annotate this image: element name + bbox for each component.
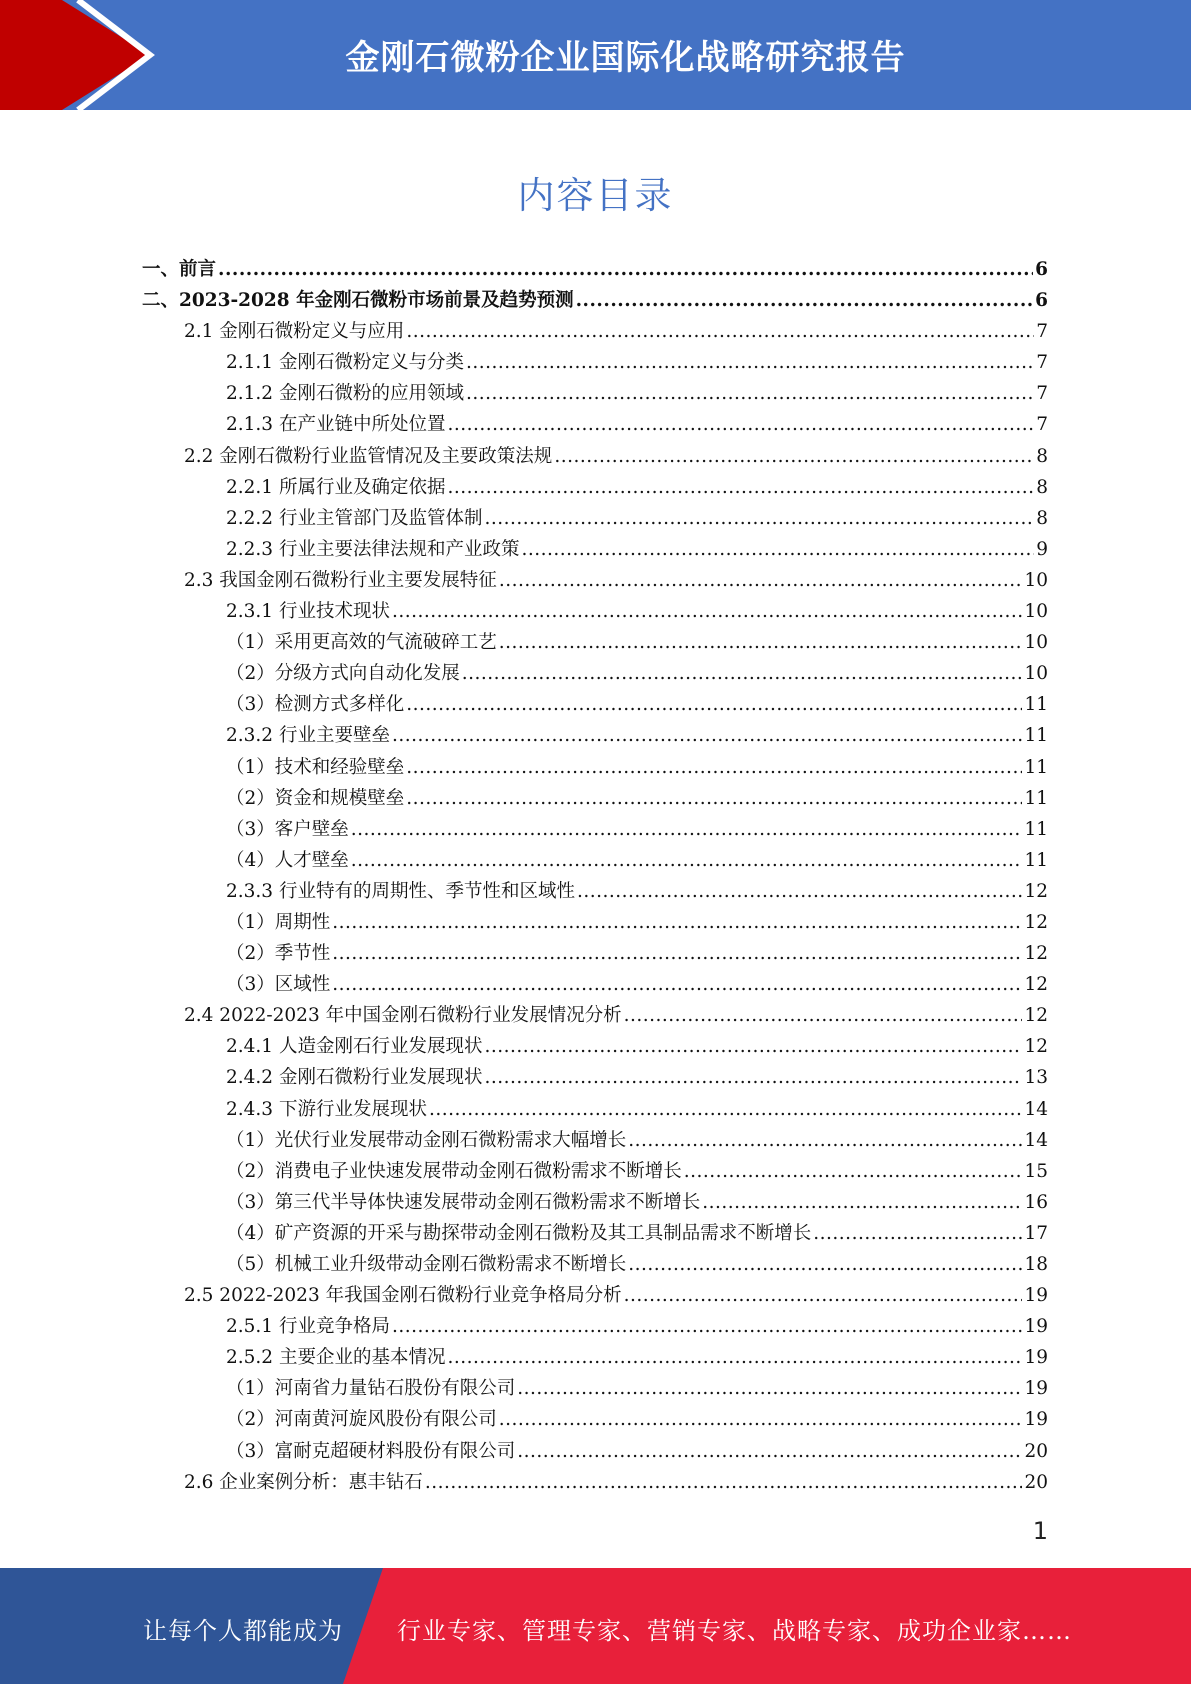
toc-entry-title: 2.3 我国金刚石微粉行业主要发展特征 bbox=[184, 569, 497, 591]
toc-entry-title: （4）矿产资源的开采与勘探带动金刚石微粉及其工具制品需求不断增长 bbox=[226, 1222, 812, 1244]
toc-entry[interactable] bbox=[142, 1342, 1048, 1373]
toc-entry[interactable] bbox=[142, 1249, 1048, 1280]
toc-entry-page: 10 bbox=[1024, 569, 1048, 591]
toc-entry[interactable] bbox=[142, 1000, 1048, 1031]
toc-dot-leader bbox=[813, 1218, 1022, 1249]
toc-entry-title: 2.1.3 在产业链中所处位置 bbox=[226, 414, 446, 436]
toc-dot-leader bbox=[392, 1311, 1022, 1342]
toc-dot-leader bbox=[406, 752, 1022, 783]
toc-entry-title: 2.1 金刚石微粉定义与应用 bbox=[184, 321, 405, 343]
toc-entry[interactable] bbox=[142, 752, 1048, 783]
toc-dot-leader bbox=[406, 783, 1022, 814]
footer-slogan-right: 行业专家、管理专家、营销专家、战略专家、成功企业家…… bbox=[397, 1617, 1072, 1645]
toc-entry-title: 二、2023-2028 年金刚石微粉市场前景及趋势预测 bbox=[142, 290, 574, 312]
toc-dot-leader bbox=[628, 1249, 1022, 1280]
toc-entry-page: 14 bbox=[1024, 1098, 1048, 1120]
page-footer bbox=[0, 1568, 1191, 1684]
toc-entry[interactable] bbox=[142, 1218, 1048, 1249]
toc-entry-title: （2）河南黄河旋风股份有限公司 bbox=[226, 1409, 497, 1431]
toc-entry-title: 2.2 金刚石微粉行业监管情况及主要政策法规 bbox=[184, 445, 553, 467]
page-number: 1 bbox=[1032, 1517, 1048, 1545]
toc-dot-leader bbox=[425, 1467, 1023, 1498]
toc-entry[interactable] bbox=[142, 969, 1048, 1000]
toc-dot-leader bbox=[577, 876, 1022, 907]
toc-entry[interactable] bbox=[142, 689, 1048, 720]
toc-dot-leader bbox=[332, 938, 1022, 969]
toc-entry-page: 8 bbox=[1036, 507, 1048, 529]
toc-entry-title: （1）周期性 bbox=[226, 911, 331, 933]
toc-entry[interactable] bbox=[142, 596, 1048, 627]
toc-dot-leader bbox=[499, 627, 1023, 658]
toc-dot-leader bbox=[218, 254, 1033, 285]
toc-entry-title: 2.4 2022-2023 年中国金刚石微粉行业发展情况分析 bbox=[184, 1005, 622, 1027]
toc-dot-leader bbox=[447, 472, 1034, 503]
toc-entry-title: （3）检测方式多样化 bbox=[226, 694, 405, 716]
toc-entry-page: 15 bbox=[1024, 1160, 1048, 1182]
toc-dot-leader bbox=[332, 907, 1022, 938]
toc-entry-page: 11 bbox=[1024, 756, 1048, 778]
toc-entry-page: 8 bbox=[1036, 476, 1048, 498]
toc-entry-page: 11 bbox=[1024, 787, 1048, 809]
toc-entry-title: 2.5.1 行业竞争格局 bbox=[226, 1316, 390, 1338]
toc-entry-page: 7 bbox=[1036, 383, 1048, 405]
toc-entry-title: （1）采用更高效的气流破碎工艺 bbox=[226, 632, 497, 654]
toc-entry-page: 8 bbox=[1036, 445, 1048, 467]
toc-dot-leader bbox=[392, 596, 1022, 627]
toc-entry-title: （4）人才壁垒 bbox=[226, 849, 349, 871]
toc-entry-page: 12 bbox=[1024, 1036, 1048, 1058]
toc-entry[interactable] bbox=[142, 1404, 1048, 1435]
toc-entry-page: 7 bbox=[1036, 321, 1048, 343]
toc-entry[interactable] bbox=[142, 441, 1048, 472]
toc-entry[interactable] bbox=[142, 658, 1048, 689]
toc-entry[interactable] bbox=[142, 845, 1048, 876]
toc-entry[interactable] bbox=[142, 316, 1048, 347]
toc-dot-leader bbox=[332, 969, 1022, 1000]
toc-entry-page: 7 bbox=[1036, 414, 1048, 436]
toc-entry[interactable] bbox=[142, 1311, 1048, 1342]
toc-entry-page: 19 bbox=[1024, 1316, 1048, 1338]
toc-entry[interactable] bbox=[142, 378, 1048, 409]
toc-entry-title: 2.2.1 所属行业及确定依据 bbox=[226, 476, 446, 498]
toc-entry-title: 2.1.1 金刚石微粉定义与分类 bbox=[226, 352, 464, 374]
toc-entry-title: 2.2.2 行业主管部门及监管体制 bbox=[226, 507, 483, 529]
toc-dot-leader bbox=[554, 441, 1034, 472]
toc-entry-page: 11 bbox=[1024, 849, 1048, 871]
toc-entry-title: （2）消费电子业快速发展带动金刚石微粉需求不断增长 bbox=[226, 1160, 682, 1182]
toc-entry[interactable] bbox=[142, 1125, 1048, 1156]
toc-entry[interactable] bbox=[142, 627, 1048, 658]
toc-entry-page: 11 bbox=[1024, 818, 1048, 840]
toc-entry-title: （3）富耐克超硬材料股份有限公司 bbox=[226, 1440, 516, 1462]
toc-entry[interactable] bbox=[142, 814, 1048, 845]
toc-dot-leader bbox=[517, 1436, 1022, 1467]
toc-dot-leader bbox=[466, 347, 1034, 378]
toc-dot-leader bbox=[484, 1031, 1022, 1062]
toc-dot-leader bbox=[624, 1000, 1023, 1031]
toc-entry-page: 9 bbox=[1036, 538, 1048, 560]
toc-dot-leader bbox=[484, 503, 1034, 534]
toc-entry-page: 11 bbox=[1024, 694, 1048, 716]
toc-entry[interactable] bbox=[142, 565, 1048, 596]
toc-dot-leader bbox=[628, 1125, 1022, 1156]
toc-entry-page: 10 bbox=[1024, 601, 1048, 623]
toc-entry-page: 16 bbox=[1024, 1191, 1048, 1213]
toc-entry[interactable] bbox=[142, 876, 1048, 907]
toc-entry-title: 2.4.3 下游行业发展现状 bbox=[226, 1098, 427, 1120]
toc-dot-leader bbox=[517, 1373, 1022, 1404]
toc-entry-title: （1）光伏行业发展带动金刚石微粉需求大幅增长 bbox=[226, 1129, 627, 1151]
toc-entry[interactable] bbox=[142, 1467, 1048, 1498]
toc-entry-title: 2.5 2022-2023 年我国金刚石微粉行业竞争格局分析 bbox=[184, 1285, 622, 1307]
toc-entry-title: 2.3.3 行业特有的周期性、季节性和区域性 bbox=[226, 880, 575, 902]
toc-dot-leader bbox=[447, 409, 1034, 440]
toc-entry-page: 19 bbox=[1024, 1285, 1048, 1307]
toc-entry-page: 20 bbox=[1024, 1471, 1048, 1493]
toc-dot-leader bbox=[499, 1404, 1023, 1435]
toc-entry-page: 18 bbox=[1024, 1254, 1048, 1275]
toc-dot-leader bbox=[624, 1280, 1023, 1311]
toc-entry[interactable] bbox=[142, 783, 1048, 814]
toc-entry-title: （2）资金和规模壁垒 bbox=[226, 787, 405, 809]
toc-entry-page: 10 bbox=[1024, 632, 1048, 654]
toc-entry-page: 12 bbox=[1024, 943, 1048, 965]
toc-entry-title: 2.4.1 人造金刚石行业发展现状 bbox=[226, 1036, 483, 1058]
toc-entry-title: （1）河南省力量钻石股份有限公司 bbox=[226, 1378, 516, 1400]
toc-entry[interactable] bbox=[142, 503, 1048, 534]
toc-entry-page: 6 bbox=[1035, 259, 1048, 280]
toc-dot-leader bbox=[406, 316, 1034, 347]
toc-entry-title: （1）技术和经验壁垒 bbox=[226, 756, 405, 778]
toc-entry-page: 10 bbox=[1024, 663, 1048, 685]
toc-entry-page: 19 bbox=[1024, 1347, 1048, 1369]
toc-heading: 内容目录 bbox=[517, 174, 674, 217]
toc-dot-leader bbox=[499, 565, 1023, 596]
page-header bbox=[0, 0, 1191, 110]
toc-entry[interactable] bbox=[142, 534, 1048, 565]
toc-entry-title: （3）客户壁垒 bbox=[226, 818, 349, 840]
table-of-contents bbox=[142, 254, 1048, 1498]
toc-entry[interactable] bbox=[142, 1156, 1048, 1187]
toc-entry-title: （3）区域性 bbox=[226, 974, 331, 996]
toc-entry-page: 6 bbox=[1035, 290, 1048, 312]
toc-entry[interactable] bbox=[142, 1436, 1048, 1467]
toc-entry[interactable] bbox=[142, 720, 1048, 751]
toc-dot-leader bbox=[521, 534, 1034, 565]
toc-entry-page: 14 bbox=[1024, 1129, 1048, 1151]
toc-entry-page: 12 bbox=[1024, 974, 1048, 996]
toc-entry[interactable] bbox=[142, 1062, 1048, 1093]
toc-entry-title: 2.3.2 行业主要壁垒 bbox=[226, 725, 390, 747]
toc-entry[interactable] bbox=[142, 409, 1048, 440]
toc-dot-leader bbox=[429, 1094, 1022, 1125]
toc-entry-page: 12 bbox=[1024, 911, 1048, 933]
toc-entry-page: 20 bbox=[1024, 1440, 1048, 1462]
toc-dot-leader bbox=[351, 814, 1023, 845]
toc-dot-leader bbox=[576, 285, 1034, 316]
toc-dot-leader bbox=[351, 845, 1023, 876]
toc-entry-page: 7 bbox=[1036, 352, 1048, 374]
toc-entry-page: 13 bbox=[1024, 1067, 1048, 1089]
toc-entry[interactable] bbox=[142, 907, 1048, 938]
toc-entry-title: 2.4.2 金刚石微粉行业发展现状 bbox=[226, 1067, 483, 1089]
toc-entry[interactable] bbox=[142, 254, 1048, 285]
toc-dot-leader bbox=[702, 1187, 1022, 1218]
toc-dot-leader bbox=[484, 1062, 1022, 1093]
toc-entry-page: 12 bbox=[1024, 880, 1048, 902]
toc-entry-title: 2.1.2 金刚石微粉的应用领域 bbox=[226, 383, 464, 405]
toc-dot-leader bbox=[466, 378, 1034, 409]
toc-dot-leader bbox=[447, 1342, 1022, 1373]
toc-dot-leader bbox=[392, 720, 1022, 751]
toc-entry[interactable] bbox=[142, 1187, 1048, 1218]
toc-entry-title: （2）季节性 bbox=[226, 943, 331, 965]
toc-dot-leader bbox=[462, 658, 1023, 689]
toc-dot-leader bbox=[406, 689, 1022, 720]
toc-entry[interactable] bbox=[142, 347, 1048, 378]
toc-entry-page: 12 bbox=[1024, 1005, 1048, 1027]
toc-dot-leader bbox=[684, 1156, 1023, 1187]
toc-entry[interactable] bbox=[142, 1031, 1048, 1062]
toc-entry-title: 一、前言 bbox=[142, 259, 217, 280]
toc-entry-title: 2.5.2 主要企业的基本情况 bbox=[226, 1347, 446, 1369]
toc-entry[interactable] bbox=[142, 285, 1048, 316]
toc-entry-page: 17 bbox=[1024, 1222, 1048, 1244]
toc-entry-page: 19 bbox=[1024, 1409, 1048, 1431]
toc-entry[interactable] bbox=[142, 1094, 1048, 1125]
toc-entry-title: 2.3.1 行业技术现状 bbox=[226, 601, 390, 623]
report-title: 金刚石微粉企业国际化战略研究报告 bbox=[345, 38, 906, 78]
toc-entry-page: 19 bbox=[1024, 1378, 1048, 1400]
toc-entry[interactable] bbox=[142, 472, 1048, 503]
toc-entry-title: 2.2.3 行业主要法律法规和产业政策 bbox=[226, 538, 520, 560]
toc-entry[interactable] bbox=[142, 1280, 1048, 1311]
toc-entry-title: （3）第三代半导体快速发展带动金刚石微粉需求不断增长 bbox=[226, 1191, 701, 1213]
footer-slogan-left: 让每个人都能成为 bbox=[143, 1617, 343, 1645]
toc-entry[interactable] bbox=[142, 1373, 1048, 1404]
toc-entry[interactable] bbox=[142, 938, 1048, 969]
toc-entry-title: （5）机械工业升级带动金刚石微粉需求不断增长 bbox=[226, 1254, 627, 1275]
toc-entry-page: 11 bbox=[1024, 725, 1048, 747]
toc-entry-title: （2）分级方式向自动化发展 bbox=[226, 663, 460, 685]
toc-entry-title: 2.6 企业案例分析：惠丰钻石 bbox=[184, 1471, 423, 1493]
